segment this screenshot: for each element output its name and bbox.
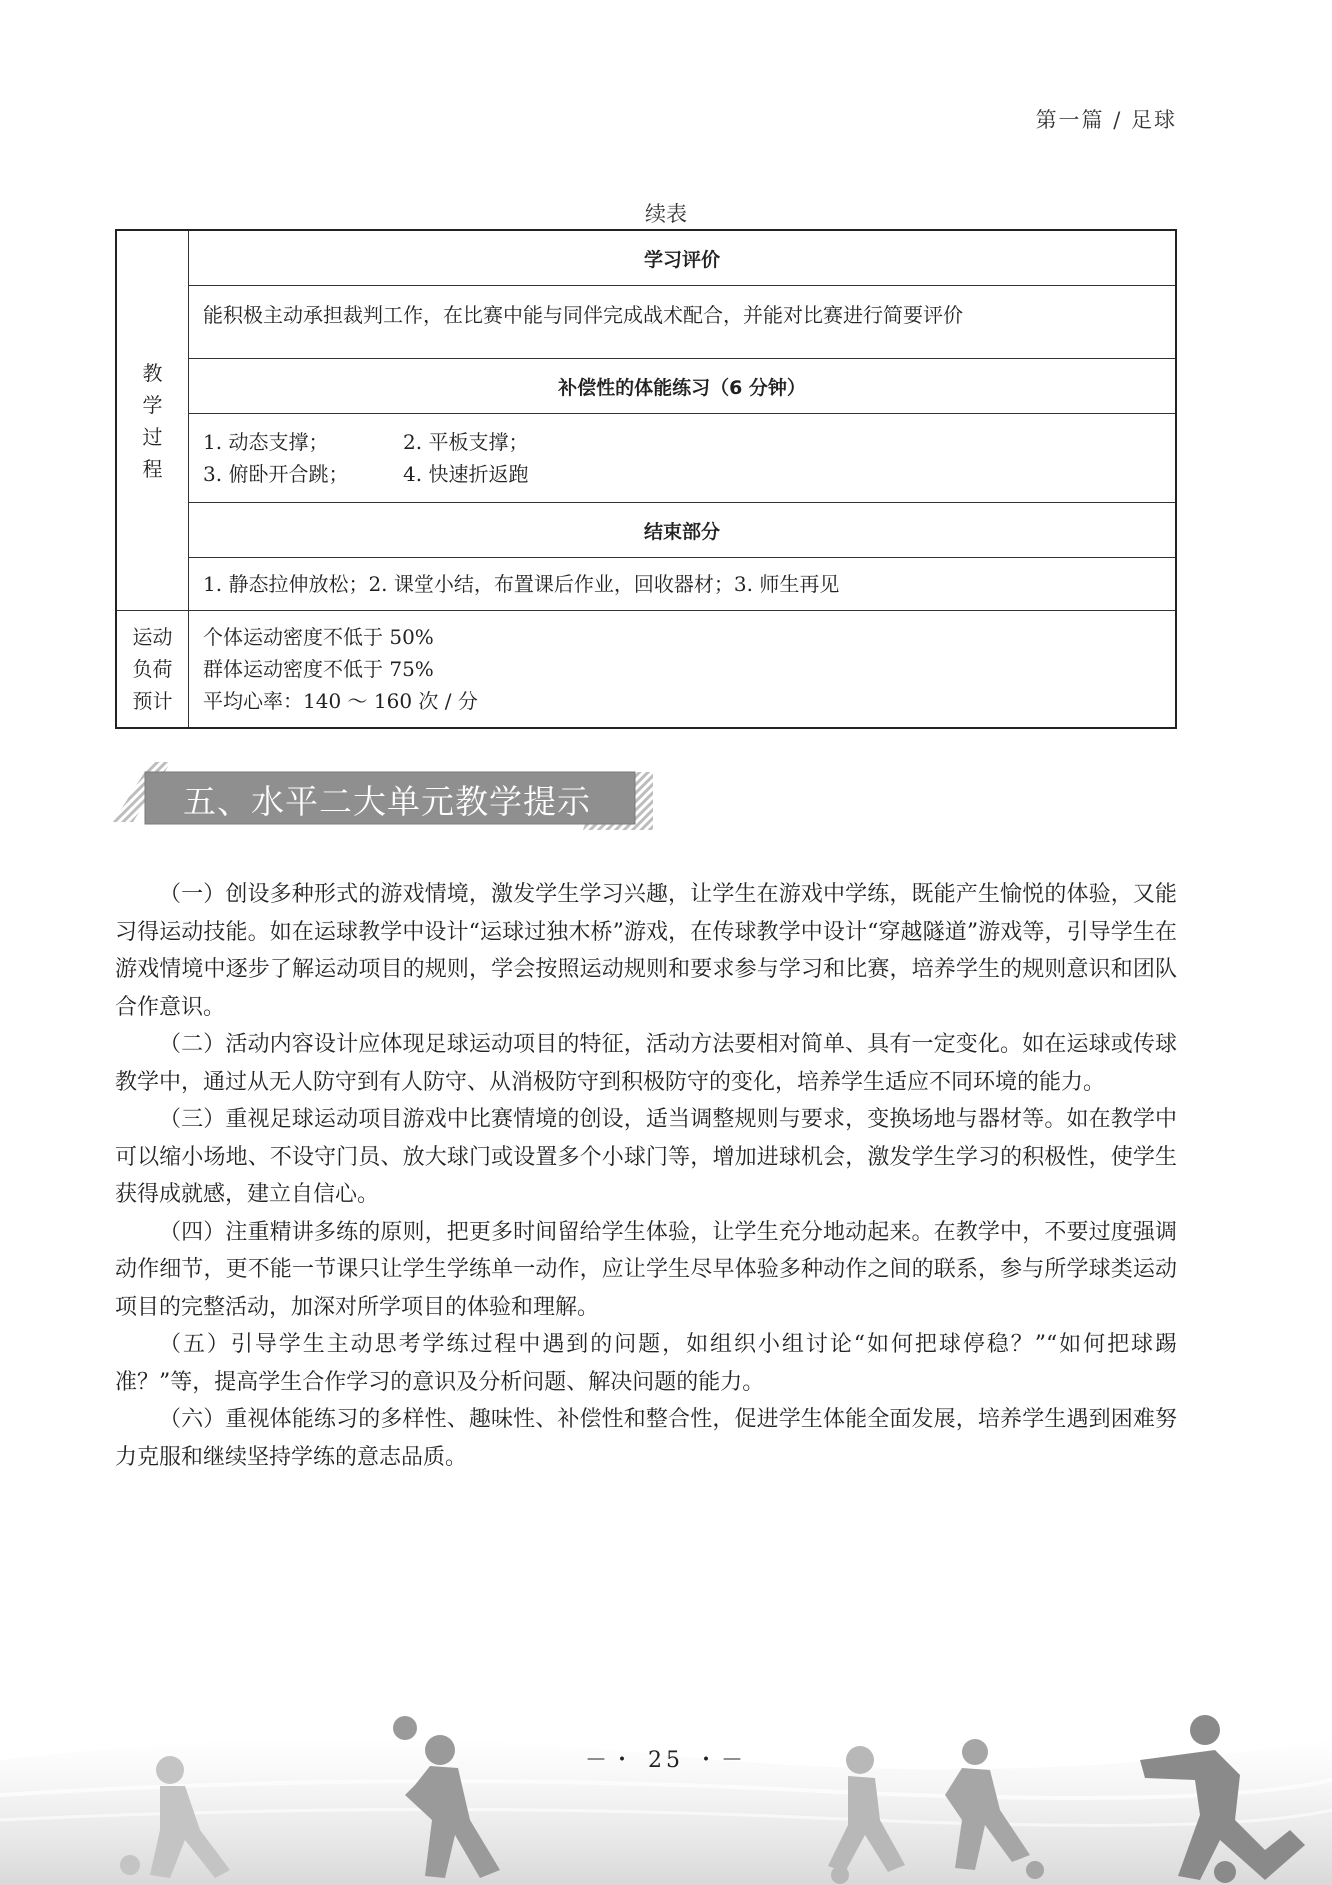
- row-head-evaluation: 学习评价: [189, 230, 1177, 286]
- paragraph-3: （三）重视足球运动项目游戏中比赛情境的创设，适当调整规则与要求，变换场地与器材等。如在教学中可以缩小场地、不设守门员、放大球门或设置多个小球门等，增加进球机会，激发学生学习的积极性，使学生获得成就感，建立自信心。: [115, 1107, 1177, 1207]
- section-banner: [113, 762, 653, 830]
- row-body-fitness: 1. 动态支撑； 2. 平板支撑； 3. 俯卧开合跳； 4. 快速折返跑: [189, 414, 1177, 503]
- paragraph-6: （六）重视体能练习的多样性、趣味性、补偿性和整合性，促进学生体能全面发展，培养学生遇到困难努力克服和继续坚持学练的意志品质。: [115, 1407, 1177, 1470]
- row-head-fitness: 补偿性的体能练习（6 分钟）: [189, 359, 1177, 414]
- row-body-load: 个体运动密度不低于 50% 群体运动密度不低于 75% 平均心率：140 ～ 160 次 / 分: [189, 611, 1177, 729]
- row-body-closing: 1. 静态拉伸放松；2. 课堂小结，布置课后作业，回收器材；3. 师生再见: [189, 558, 1177, 611]
- side-label-process: 教 学 过 程: [116, 230, 189, 611]
- footer-players-illustration: [0, 1700, 1332, 1885]
- teaching-tips: [115, 876, 1177, 1476]
- paragraph-5: （五）引导学生主动思考学练过程中遇到的问题，如组织小组讨论“如何把球停稳？”“如何把球踢准？”等，提高学生合作学习的意识及分析问题、解决问题的能力。: [115, 1332, 1177, 1395]
- page-number: －・ 25 ・－: [585, 1748, 747, 1773]
- row-body-evaluation: 能积极主动承担裁判工作，在比赛中能与同伴完成战术配合，并能对比赛进行简要评价: [189, 286, 1177, 359]
- section-title: 五、水平二大单元教学提示: [183, 782, 591, 821]
- table-caption: 续表: [645, 202, 687, 226]
- running-head: 第一篇 / 足球: [1035, 108, 1177, 132]
- row-head-closing: 结束部分: [189, 503, 1177, 558]
- paragraph-2: （二）活动内容设计应体现足球运动项目的特征，活动方法要相对简单、具有一定变化。如在运球或传球教学中，通过从无人防守到有人防守、从消极防守到积极防守的变化，培养学生适应不同环境的能力。: [115, 1032, 1177, 1095]
- lesson-table: [115, 229, 1177, 729]
- side-label-load: 运动 负荷 预计: [116, 611, 189, 729]
- paragraph-4: （四）注重精讲多练的原则，把更多时间留给学生体验，让学生充分地动起来。在教学中，不要过度强调动作细节，更不能一节课只让学生学练单一动作，应让学生尽早体验多种动作之间的联系，参与所学球类运动项目的完整活动，加深对所学项目的体验和理解。: [115, 1219, 1177, 1320]
- paragraph-1: （一）创设多种形式的游戏情境，激发学生学习兴趣，让学生在游戏中学练，既能产生愉悦的体验，又能习得运动技能。如在运球教学中设计“运球过独木桥”游戏，在传球教学中设计“穿越隧道”游戏等，引导学生在游戏情境中逐步了解运动项目的规则，学会按照运动规则和要求参与学习和比赛，培养学生的规则意识和团队合作意识。: [115, 882, 1177, 1020]
